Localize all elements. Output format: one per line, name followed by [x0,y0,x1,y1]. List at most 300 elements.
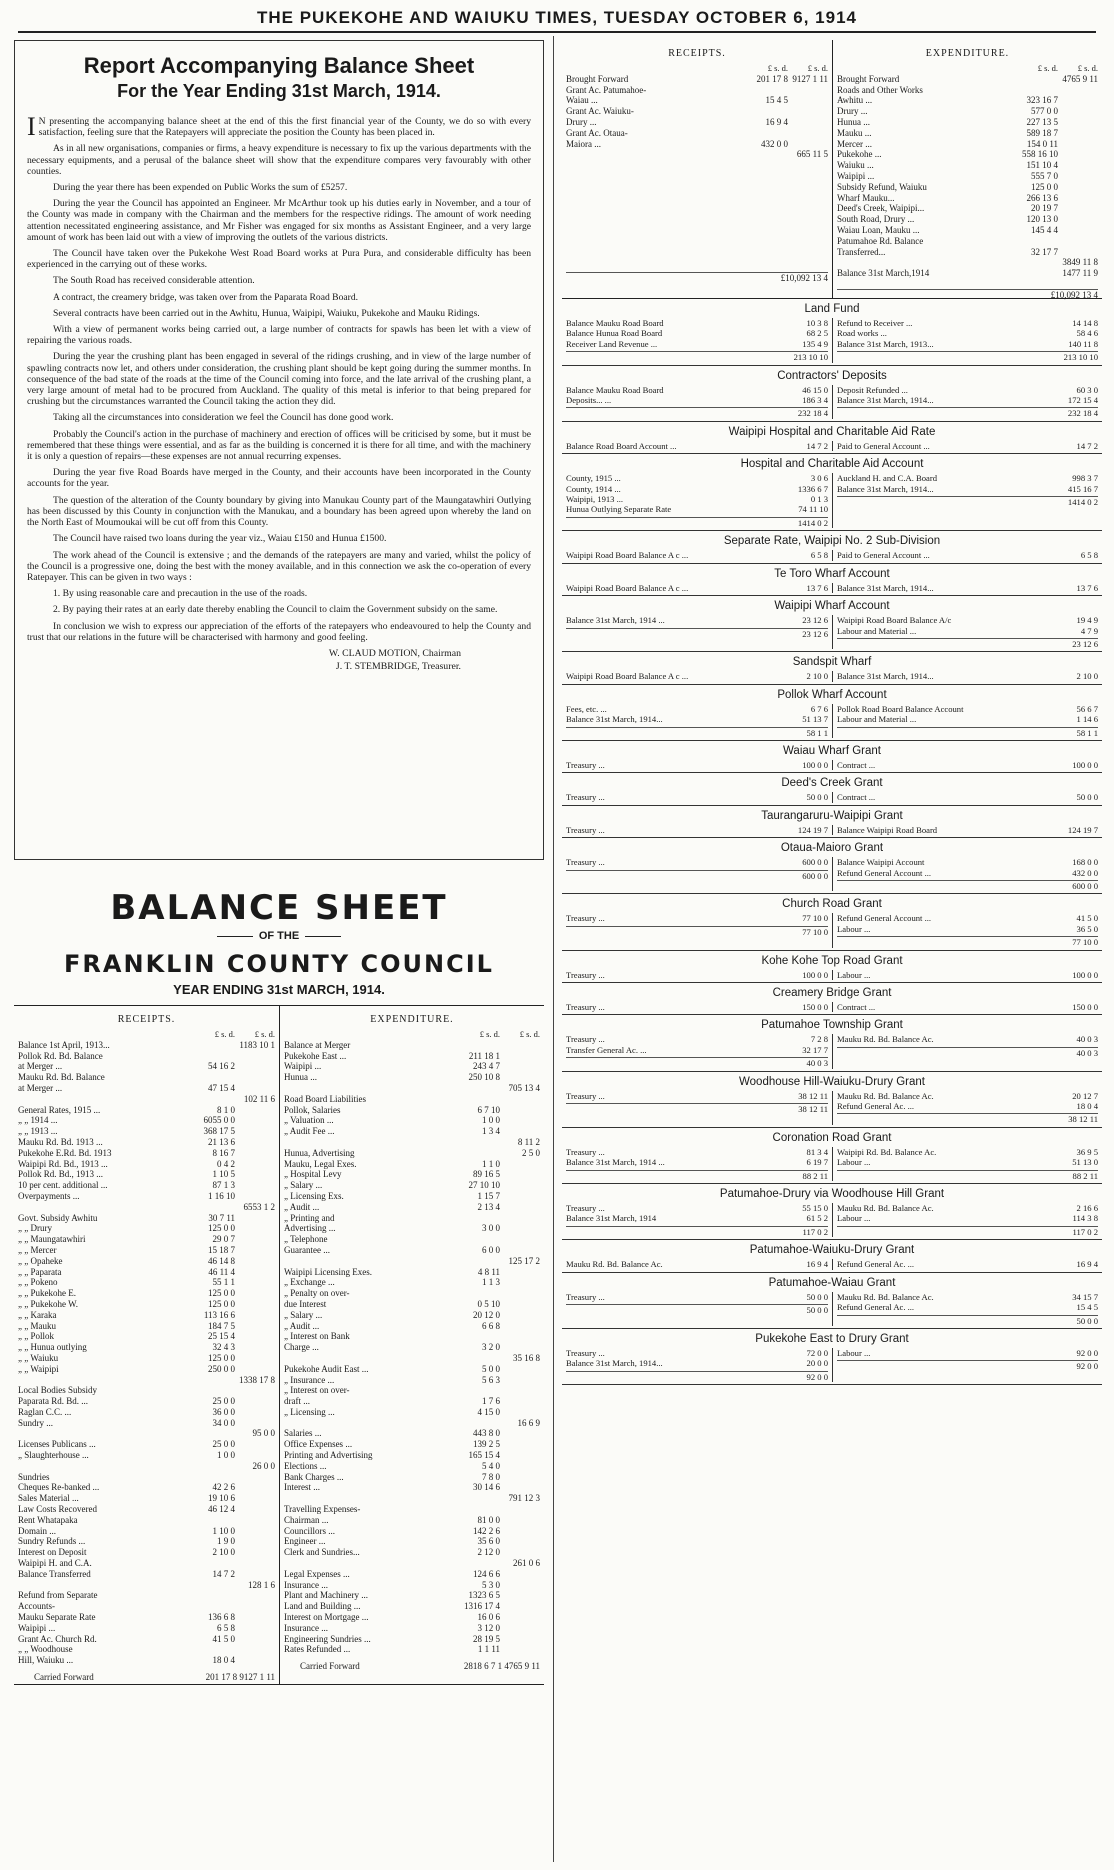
row-description: Hunua, Advertising [284,1147,355,1158]
row-subtotal [235,1439,275,1450]
line-amount: 6 7 6 [810,703,828,714]
expenditure-heading: EXPENDITURE. [370,1014,454,1025]
total-amount: 88 2 11 [802,1170,828,1181]
line-amount: 186 3 4 [802,395,828,406]
ledger-expenditure [279,1006,544,1684]
row-subtotal: 35 16 8 [513,1352,540,1363]
line-description: Balance 31st March, 1914 ... [566,615,665,626]
row-description: „ „ Mauku [18,1320,56,1331]
row-subtotal [500,1234,540,1245]
row-description: Licenses Publicans ... [18,1439,96,1450]
total-spacer [566,1171,782,1181]
row-amount: 6 5 8 [217,1622,235,1633]
row-description: Bank Charges ... [284,1471,344,1482]
account-left-side [562,583,832,593]
report-subtitle: For the Year Ending 31st March, 1914. [117,81,441,101]
continued-receipts [562,40,832,298]
col-header-2: £ s. d. [1077,63,1098,73]
row-description: „ Exchange ... [284,1277,335,1288]
row-description: Chairman ... [284,1514,329,1525]
line-amount: 74 11 10 [798,504,828,515]
row-amount: 211 18 1 [468,1050,500,1061]
row-subtotal [235,1180,275,1191]
ledger-row [18,1288,275,1299]
line-amount: 2 10 0 [806,671,828,682]
total-spacer [837,408,1052,418]
line-description: County, 1914 ... [566,483,621,494]
account-line [566,1091,828,1101]
account-section [562,894,1102,950]
row-subtotal [235,1310,275,1321]
line-description: Refund General Account ... [837,913,932,924]
line-amount: 36 5 0 [1076,923,1098,934]
row-subtotal [500,1580,540,1591]
of-the-text: OF THE [258,930,300,942]
row-subtotal [235,1515,275,1526]
row-description [284,1558,460,1569]
row-description: Mercer ... [837,138,872,149]
account-line [837,1002,1098,1012]
account-line [566,760,828,770]
account-line [566,792,828,802]
row-description [18,1202,195,1213]
row-description: Subsidy Refund, Waiuku [837,181,927,192]
row-description: Brought Forward [566,73,629,84]
total-spacer [837,937,1052,947]
line-amount: 415 16 7 [1067,483,1098,494]
ledger-row [566,128,828,139]
line-amount: 41 5 0 [1076,913,1098,924]
ledger-row [18,1634,275,1645]
report-paragraph [27,533,531,544]
row-subtotal [235,1547,275,1558]
line-amount: 51 13 7 [802,714,828,725]
line-description: Balance 31st March, 1914... [566,714,663,725]
account-line [566,1358,828,1368]
ledger-row [284,1191,540,1202]
right-column [562,40,1102,1862]
row-subtotal: 665 11 5 [796,149,828,160]
row-description: Rates Refunded ... [284,1644,351,1655]
line-description: Labour ... [837,1213,871,1224]
account-body [562,913,1102,947]
row-subtotal [500,1375,540,1386]
row-amount: 21 13 6 [208,1136,235,1147]
total-spacer [837,1114,1052,1124]
row-subtotal [500,1396,540,1407]
line-description: Treasury ... [566,1002,605,1012]
row-description: „ Slaughterhouse ... [18,1450,89,1461]
account-line [837,328,1098,338]
row-subtotal [235,1655,275,1666]
row-subtotal [235,1223,275,1234]
ledger-row [284,1375,540,1386]
row-subtotal [235,1288,275,1299]
ledger-row [18,1482,275,1493]
line-description: Refund to Receiver ... [837,318,913,328]
total-amount: 600 0 0 [802,870,828,881]
account-body [562,1348,1102,1382]
cont-expenditure-total [837,289,1098,301]
row-subtotal: 26 0 0 [252,1460,275,1471]
report-paragraph [27,275,531,286]
row-description: „ „ Hunua outlying [18,1342,87,1353]
row-subtotal [235,1051,275,1062]
row-subtotal [500,1191,540,1202]
row-subtotal: 128 1 6 [248,1579,275,1590]
row-amount [195,1644,235,1655]
total-amount: £10,092 13 4 [1050,289,1098,300]
report-paragraph [27,198,531,243]
account-line [566,1292,828,1302]
row-amount [460,1288,500,1299]
ledger-row [18,1580,275,1591]
row-description: Wharf Mauku... [837,192,895,203]
ledger-row [18,1191,275,1202]
account-left-side [562,825,832,835]
row-subtotal [500,1569,540,1580]
row-amount: 125 0 0 [208,1298,235,1309]
row-amount: 6 7 10 [477,1104,500,1115]
row-subtotal [235,1213,275,1224]
account-total [837,880,1098,891]
line-amount: 124 19 7 [797,824,828,835]
row-subtotal [788,128,828,139]
cf-label: Carried Forward [34,1672,94,1683]
line-amount: 68 2 5 [806,328,828,339]
row-amount: 41 5 0 [212,1633,235,1644]
row-amount: 1 0 0 [217,1450,235,1461]
row-subtotal [500,1331,540,1342]
account-right-side [832,1203,1102,1237]
line-amount: 56 6 7 [1076,703,1098,714]
line-amount: 23 12 6 [802,615,828,626]
row-subtotal [788,106,828,117]
line-description: Balance 31st March, 1914... [837,582,934,593]
line-amount: 7 2 8 [810,1034,828,1045]
row-subtotal [500,1061,540,1072]
ledger-row [837,236,1098,247]
row-subtotal [500,1310,540,1321]
account-left-side [562,441,832,451]
row-amount: 142 2 6 [473,1525,500,1536]
row-subtotal [500,1536,540,1547]
account-line [837,1157,1098,1167]
ledger-row [18,1515,275,1526]
row-subtotal [235,1137,275,1148]
row-amount [195,1094,235,1105]
row-description: Pollok Rd. Bd., 1913 ... [18,1169,104,1180]
row-subtotal [235,1191,275,1202]
account-line [837,441,1098,451]
ledger-row [284,1277,540,1288]
total-amount: 213 10 10 [793,352,828,363]
line-description: Balance 31st March, 1913... [837,338,934,349]
line-description: Balance 31st March, 1914... [837,671,934,682]
row-subtotal [500,1515,540,1526]
ledger-row [18,1342,275,1353]
line-amount: 92 0 0 [1076,1347,1098,1358]
total-spacer [837,728,1052,738]
paragraph-text: N presenting the accompanying balance sheet at the end of this the first financial year of the County, we do so with every satisfaction, feeling sure that the Ratepayers will appreciate the position the County has been placed in. [38,116,531,139]
total-spacer [837,639,1052,649]
total-amount: 40 0 3 [1076,1047,1098,1058]
row-subtotal: 1183 10 1 [239,1039,275,1050]
account-line [566,1147,828,1157]
line-description: Refund General Account ... [837,867,932,878]
ledger-row [837,247,1098,258]
account-section [562,1273,1102,1329]
row-description: „ „ 1914 ... [18,1115,58,1126]
line-description: Treasury ... [566,1203,605,1214]
ledger-row [566,117,828,128]
expenditure-col-header [284,1029,540,1040]
account-line [566,1348,828,1358]
row-description: „ „ Mercer [18,1244,57,1255]
cont-receipts-heading: RECEIPTS. [668,48,726,59]
account-total [837,351,1098,362]
ledger-row [284,1342,540,1353]
ledger-row [284,1331,540,1342]
account-body [562,550,1102,560]
row-subtotal [1058,214,1098,225]
row-description: Pukekohe E.Rd. Bd. 1913 [18,1147,112,1158]
total-spacer [566,1227,782,1237]
row-subtotal [235,1472,275,1483]
line-description: Treasury ... [566,1090,605,1101]
account-body [562,1259,1102,1269]
ledger-row [284,1461,540,1472]
row-amount: 1 1 3 [482,1277,500,1288]
row-description: Waipipi Licensing Exes. [284,1266,373,1277]
ledger-row [18,1504,275,1515]
line-description: Waipipi Road Board Balance A c ... [566,550,689,561]
account-line [566,583,828,593]
account-line [837,550,1098,560]
line-description: Treasury ... [566,1146,605,1157]
line-description: Treasury ... [566,913,605,924]
col-header-2: £ s. d. [807,63,828,73]
row-subtotal [500,1180,540,1191]
line-amount: 135 4 9 [802,338,828,349]
row-amount: 35 6 0 [477,1536,500,1547]
row-description: Balance 1st April, 1913... [18,1039,110,1050]
ledger-row [284,1493,540,1504]
ledger-row [284,1407,540,1418]
main-ledger [14,1005,544,1685]
row-description: „ „ Waipipi [18,1363,59,1374]
row-subtotal [1058,117,1098,128]
cf-amount: 2818 6 7 1 4765 9 11 [463,1661,540,1672]
ledger-row [284,1148,540,1159]
continued-ledger [562,40,1102,299]
total-amount: 23 12 6 [1072,638,1098,649]
row-subtotal [500,1245,540,1256]
line-description: Treasury ... [566,1347,605,1358]
ledger-row [284,1051,540,1062]
row-description: „ Interest on over- [284,1385,350,1396]
row-description [18,1461,195,1472]
row-amount: 1 1 11 [477,1644,500,1655]
line-description: Balance Mauku Road Board [566,318,664,328]
account-section [562,564,1102,596]
row-amount [1018,268,1058,279]
row-subtotal [500,1612,540,1623]
row-subtotal [500,1644,540,1655]
ledger-row [18,1558,275,1569]
account-line [566,328,828,338]
ledger-row [284,1267,540,1278]
ledger-row [284,1040,540,1051]
account-left-side [562,1147,832,1181]
row-description: Pollok, Salaries [284,1104,341,1115]
row-subtotal [235,1267,275,1278]
account-line [566,1157,828,1167]
account-line [837,1348,1098,1358]
account-total [566,870,828,881]
account-left-side [562,1034,832,1068]
report-paragraph [27,292,531,303]
line-amount: 60 3 0 [1076,384,1098,395]
line-amount: 55 15 0 [802,1203,828,1214]
row-subtotal [500,1223,540,1234]
row-subtotal [235,1256,275,1267]
row-description: Guarantee ... [284,1244,330,1255]
ledger-row [284,1137,540,1148]
col-header-2: £ s. d. [254,1029,275,1039]
ledger-row [284,1590,540,1601]
ledger-row [837,95,1098,106]
row-amount: 250 10 8 [468,1072,500,1083]
report-paragraph [27,143,531,177]
total-spacer [566,927,782,937]
account-title: Otaua-Maioro Grant [780,842,884,855]
paragraph-text: In conclusion we wish to express our appreciation of the efforts of the ratepayers who endeavoured to help the County and trust that our relations in the future will be characterised with harmony and good feeling. [27,620,531,643]
account-line [566,441,828,451]
row-description: „ Insurance ... [284,1374,335,1385]
report-paragraph [27,182,531,193]
row-subtotal: 9127 1 11 [792,73,828,84]
row-amount [195,1590,235,1601]
account-right-side [832,1034,1102,1068]
row-amount: 81 0 0 [477,1514,500,1525]
report-paragraph [27,495,531,529]
row-subtotal [500,1482,540,1493]
account-right-side [832,473,1102,528]
row-subtotal [788,85,828,96]
line-amount: 20 0 0 [806,1358,828,1369]
account-line [837,714,1098,724]
account-line [837,339,1098,349]
cf-label: Carried Forward [300,1661,360,1672]
account-line [837,825,1098,835]
account-body [562,441,1102,451]
report-paragraph [27,604,531,615]
total-spacer [566,352,782,362]
row-description: Waipipi ... [837,170,875,181]
row-subtotal: 261 0 6 [513,1558,540,1569]
row-description: Balance at Merger [284,1039,351,1050]
line-amount: 2 10 0 [1076,671,1098,682]
ledger-row [18,1461,275,1472]
row-description: Awhitu ... [837,95,873,106]
total-amount: 213 10 10 [1063,352,1098,363]
row-description: Mauku, Legal Exes. [284,1158,357,1169]
row-subtotal [235,1634,275,1645]
row-amount: 125 0 0 [1031,181,1058,192]
row-subtotal [235,1331,275,1342]
row-amount: 16 9 4 [765,116,788,127]
ledger-row [837,139,1098,150]
total-spacer [566,518,782,528]
row-subtotal [500,1277,540,1288]
row-amount: 2 10 0 [212,1547,235,1558]
line-description: Refund General Ac. ... [837,1302,915,1313]
account-line [566,1259,828,1269]
row-subtotal [500,1590,540,1601]
account-total [566,1170,828,1181]
row-amount [195,1375,235,1386]
row-subtotal [788,117,828,128]
row-subtotal [500,1094,540,1105]
account-line [837,473,1098,483]
ledger-row [566,85,828,96]
row-subtotal [500,1407,540,1418]
row-subtotal [500,1461,540,1472]
account-line [837,1101,1098,1111]
row-description: Land and Building ... [284,1601,361,1612]
row-description: Balance Transferred [18,1568,91,1579]
row-subtotal [500,1342,540,1353]
line-amount: 20 12 7 [1072,1090,1098,1101]
row-amount: 243 4 7 [473,1061,500,1072]
row-subtotal [500,1504,540,1515]
row-amount: 20 19 7 [1031,203,1058,214]
row-subtotal: 16 6 9 [517,1417,540,1428]
row-amount: 201 17 8 [756,73,788,84]
row-amount: 1 9 0 [217,1536,235,1547]
council-name: FRANKLIN COUNTY COUNCIL [64,950,494,978]
ledger-row [284,1472,540,1483]
row-subtotal [235,1364,275,1375]
account-title: Creamery Bridge Grant [772,987,892,999]
account-line [837,1147,1098,1157]
line-description: Mauku Rd. Bd. Balance Ac. [837,1291,934,1302]
ledger-row [18,1159,275,1170]
ledger-row [284,1547,540,1558]
ledger-row [837,85,1098,96]
ledger-row [18,1353,275,1364]
row-subtotal [500,1288,540,1299]
row-subtotal: 1338 17 8 [239,1374,275,1385]
line-amount: 1 14 6 [1076,714,1098,725]
account-left-side [562,792,832,802]
line-description: Balance Road Board Account ... [566,440,677,451]
account-right-side [832,825,1102,835]
row-subtotal [235,1061,275,1072]
row-subtotal: 3849 11 8 [1062,257,1098,268]
report-paragraph [27,467,531,489]
account-total [837,407,1098,418]
row-subtotal: 705 13 4 [508,1082,540,1093]
line-description: County, 1915 ... [566,473,621,484]
account-line [566,615,828,625]
cont-receipts-rows [566,74,828,160]
row-subtotal [235,1169,275,1180]
account-line [566,318,828,328]
line-description: Mauku Rd. Bd. Balance Ac. [837,1203,934,1214]
row-amount: 555 7 0 [1031,170,1058,181]
